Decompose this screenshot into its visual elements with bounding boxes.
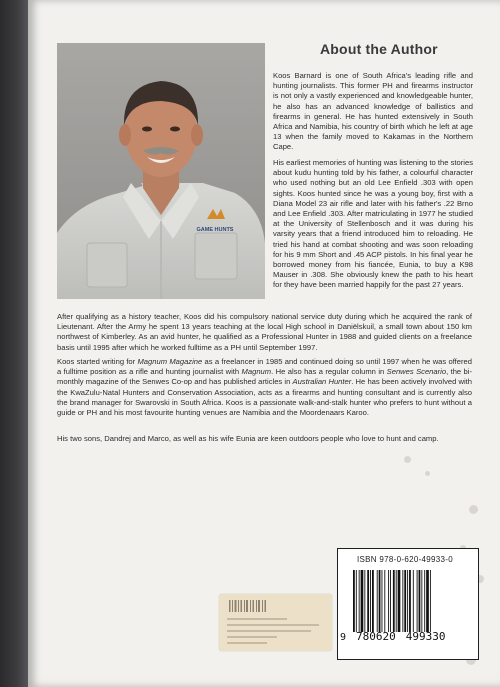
barcode-bar [372,570,374,632]
isbn-barcode-bars [353,570,463,632]
author-photo [57,43,265,299]
sticker-text-blur [227,624,319,626]
barcode-bar [430,570,431,632]
bio-paragraph-1: Koos Barnard is one of South Africa's leading rifle and hunting journalists. This former PH and firearms instructor is not only a vastly experienced and knowledgeable hunter, he also has an advanced knowledge of ballistics and firearms in general. He has hunted extensively in South Africa and Namibia, his country of birth which he left at age 13 when the family moved to Kakamas in the Northern Cape. [273,71,473,152]
barcode-bar [413,570,414,632]
isbn-digit-prefix: 9 [340,632,347,643]
text-run: as a freelancer in 1985 and continued doing so until 1997 when he was offered a fulltime position as a rifle and hunting journalist with [57,357,472,377]
sticker-text-blur [227,642,267,644]
barcode-bar [390,570,391,632]
barcode-bar [382,570,383,632]
bio-paragraph-5: His two sons, Dandrej and Marco, as well as his wife Eunia are keen outdoors people who love to hunt and camp. [57,434,439,443]
text-run: , the bi-monthly magazine of the Senwes Co-op and has published articles in [57,367,472,387]
bio-paragraph-2: His earliest memories of hunting was listening to the stories about kudu hunting told by his father, a colourful character who used nothing but an old Lee Enfield .303 with open sights. Koos hunted since he was a young boy, first with a Diana Model 23 air rifle and later with his father's .22 Brno and Lee Enfield .303. After matriculating in 1977 he studied at the University of Stellenbosch and it was during his varsity years that a friend introduced him to reloading. He tried his hand at combat shooting and was soon reloading for his 9 mm Short and .45 ACP pistols. In his final year he borrowed money from his fiancée, Eunia, to buy a K98 Mauser in .308. She obviously knew the path to his heart for they have been married happily for the past 27 years. [273,158,473,290]
barcode-bar [402,570,403,632]
barcode-bar [424,570,425,632]
isbn-digit-group-1: 780620 [356,630,396,643]
barcode-bar [417,570,418,632]
barcode-bar [384,570,385,632]
italic-magazine-title: Senwes Scenario [386,367,447,377]
italic-magazine-title: Magnum Magazine [137,357,203,366]
stain-spot [425,471,430,476]
book-spine [0,0,28,687]
barcode-bar [398,570,401,632]
barcode-bar [353,570,355,632]
barcode-bar [367,570,369,632]
text-run: Koos started writing for [57,357,138,366]
section-heading: About the Author [320,41,438,57]
bio-paragraph-3: After qualifying as a history teacher, Koos did his compulsory national service duty during which he acquired the rank of Lieutenant. After the Army he spent 13 years teaching at the local High school in Daniëlskuil, a small town about 150 km northwest of Kimberley. As an avid hunter, he qualified as a Professional Hunter in 1988 and guided clients on a freelance basis until 1995 after which he worked fulltime as a PH until September 1997. [57,312,472,352]
italic-magazine-title: Australian Hunter [292,377,352,387]
italic-magazine-title: Magnum [241,367,272,377]
text-run: . He also has a regular column in [271,367,387,377]
barcode-bar [379,570,381,632]
barcode-bar [396,570,397,632]
author-portrait-illustration [57,43,265,299]
sticker-barcode [229,600,269,612]
barcode-bar [419,570,421,632]
barcode-bar [364,570,365,632]
barcode-bar [388,570,389,632]
stain-spot [404,456,411,463]
bio-paragraph-4 [57,357,472,418]
isbn-label: ISBN 978-0-620-49933-0 [357,555,453,564]
barcode-bar [370,570,371,632]
text-run: . He has been actively involved with the KwaZulu-Natal Hunters and Conservation Association, acts as a firearms and hunting consultant and is currently also the brand manager for Swarovski in South Africa. Koos is a passionate walk-and-stalk hunter who prefers to hunt without a guide or PH and his most favourite hunting venues are Namibia and the Moordenaars Karoo. [57,377,473,418]
barcode-bar [407,570,408,632]
sticker-text-blur [227,636,277,638]
stain-spot [469,505,478,514]
barcode-bar [404,570,406,632]
barcode-bar [426,570,429,632]
sticker-text-blur [227,618,287,620]
barcode-bar [356,570,357,632]
sticker-text-blur [227,630,311,632]
price-sticker [219,594,332,651]
isbn-digit-group-2: 499330 [405,630,446,643]
barcode-bar [361,570,364,632]
barcode-bar [409,570,411,632]
shirt-logo: GAME HUNTS [196,227,234,233]
barcode-bar [359,570,360,632]
isbn-digits [340,630,474,643]
barcode-bar [377,570,378,632]
barcode-bar [393,570,395,632]
barcode-bar [421,570,422,632]
